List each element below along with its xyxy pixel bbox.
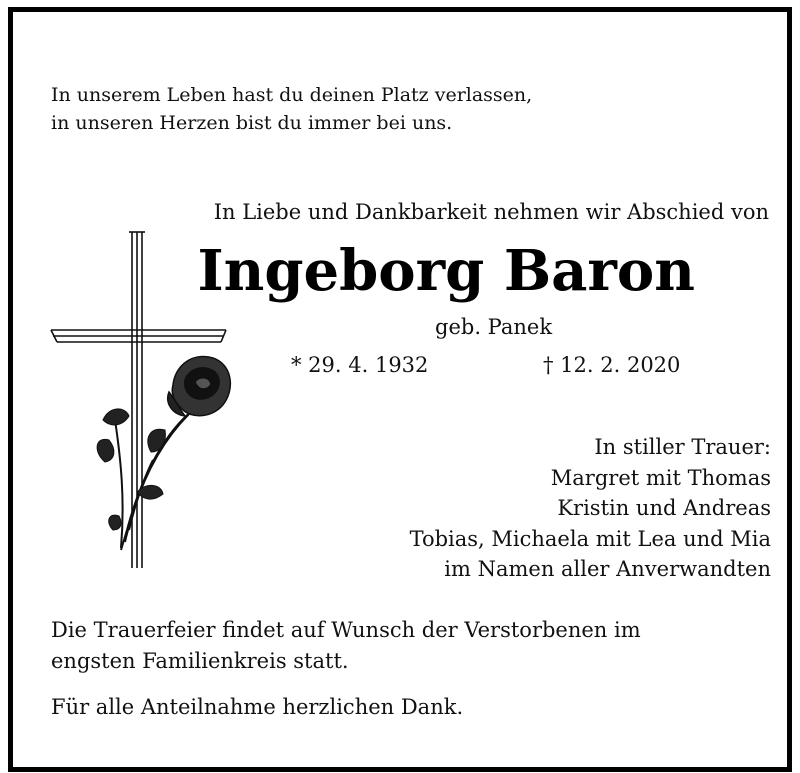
poem-line: in unseren Herzen bist du immer bei uns. [51,112,453,134]
mourner-line: Kristin und Andreas [557,496,771,520]
cross-with-rose-icon [43,230,233,576]
poem-line: In unserem Leben hast du deinen Platz verlassen, [51,84,533,106]
mourners-list [410,432,771,585]
deceased-name: Ingeborg Baron [197,238,695,304]
obituary-card [8,7,792,772]
birth-date: * 29. 4. 1932 [291,353,429,377]
mourners-heading: In stiller Trauer: [594,435,771,459]
funeral-notice-line: engsten Familienkreis statt. [51,649,349,673]
death-date: † 12. 2. 2020 [543,353,681,377]
poem-text [51,81,532,137]
thanks-text: Für alle Anteilnahme herzlichen Dank. [51,695,464,719]
funeral-notice-line: Die Trauerfeier findet auf Wunsch der Verstorbenen im [51,618,641,642]
funeral-notice [51,615,641,677]
mourner-line: Tobias, Michaela mit Lea und Mia [409,526,771,551]
farewell-intro: In Liebe und Dankbarkeit nehmen wir Abschied von [213,200,769,224]
mourner-line: im Namen aller Anverwandten [444,557,771,581]
maiden-name: geb. Panek [435,315,553,339]
mourner-line: Margret mit Thomas [550,465,771,490]
